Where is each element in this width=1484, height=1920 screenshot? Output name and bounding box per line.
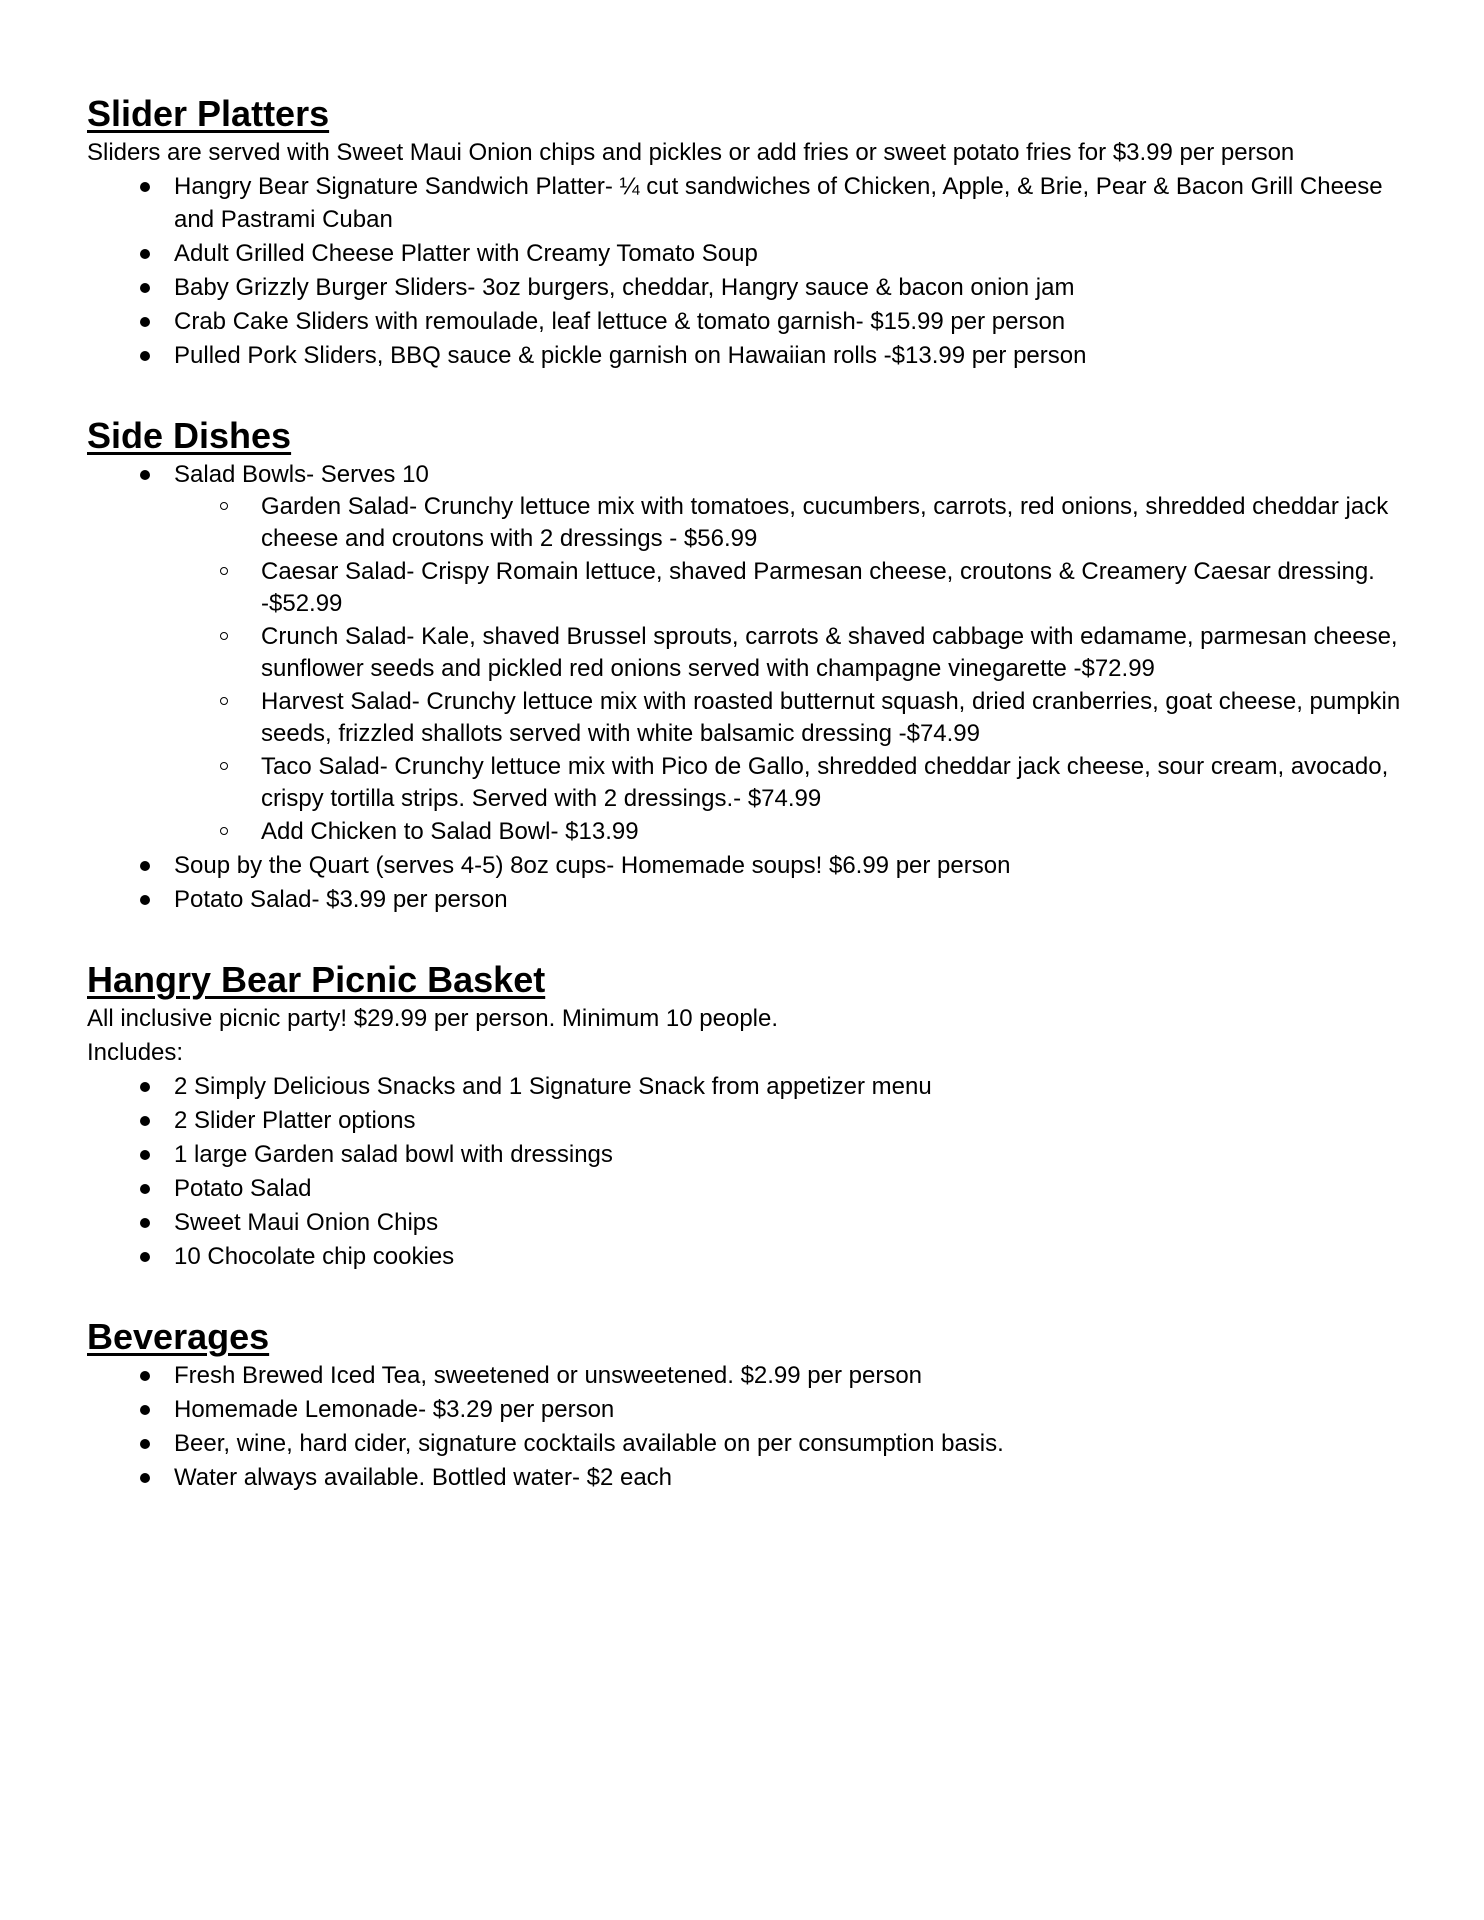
salad-sublist [87, 491, 1407, 848]
bullet-icon [140, 283, 150, 293]
section-title: Hangry Bear Picnic Basket [87, 959, 546, 1000]
item-text: Sweet Maui Onion Chips [174, 1209, 439, 1236]
circle-bullet-icon [220, 502, 228, 510]
list-item [87, 1240, 1407, 1273]
item-text: Homemade Lemonade- $3.29 per person [174, 1396, 615, 1423]
bullet-icon [140, 1371, 150, 1381]
menu-page [87, 92, 1407, 1536]
bullet-icon [140, 182, 150, 192]
bullet-icon [140, 1082, 150, 1092]
sub-list-item [87, 751, 1407, 815]
item-text: Pulled Pork Sliders, BBQ sauce & pickle garnish on Hawaiian rolls -$13.99 per person [174, 342, 1087, 369]
bullet-icon [140, 1405, 150, 1415]
bullet-icon [140, 1150, 150, 1160]
bullet-icon [140, 861, 150, 871]
bullet-icon [140, 895, 150, 905]
sub-list-item [87, 816, 1407, 848]
item-text: Beer, wine, hard cider, signature cocktails available on per consumption basis. [174, 1430, 1004, 1457]
list-item [87, 1172, 1407, 1205]
list-item [87, 1393, 1407, 1426]
item-text: Fresh Brewed Iced Tea, sweetened or unsweetened. $2.99 per person [174, 1362, 923, 1389]
sub-list-item [87, 556, 1407, 620]
circle-bullet-icon [220, 567, 228, 575]
item-text: Hangry Bear Signature Sandwich Platter- ¼ cut sandwiches of Chicken, Apple, & Brie, Pear & Bacon Grill Cheese and Pastrami Cuban [174, 173, 1383, 233]
list-item [87, 1359, 1407, 1392]
section-intro: All inclusive picnic party! $29.99 per person. Minimum 10 people. [87, 1005, 779, 1032]
bullet-icon [140, 470, 150, 480]
list-item [87, 170, 1407, 236]
item-text: Baby Grizzly Burger Sliders- 3oz burgers, cheddar, Hangry sauce & bacon onion jam [174, 274, 1075, 301]
salad-sublist-wrapper [87, 491, 1407, 848]
list-item [87, 1427, 1407, 1460]
list-item [87, 458, 1407, 848]
item-text: 2 Simply Delicious Snacks and 1 Signature Snack from appetizer menu [174, 1073, 932, 1100]
bullet-icon [140, 317, 150, 327]
list-item [87, 883, 1407, 916]
list-item [87, 1461, 1407, 1494]
section-slider-platters [87, 92, 1407, 372]
item-text: Harvest Salad- Crunchy lettuce mix with roasted butternut squash, dried cranberries, goat cheese, pumpkin seeds, frizzled shallots served with white balsamic dressing -$74.99 [261, 688, 1401, 747]
list-item [87, 237, 1407, 270]
bullet-icon [140, 1116, 150, 1126]
list-item [87, 1138, 1407, 1171]
item-text: Water always available. Bottled water- $2 each [174, 1464, 673, 1491]
item-text: Garden Salad- Crunchy lettuce mix with tomatoes, cucumbers, carrots, red onions, shredded cheddar jack cheese and croutons with 2 dressings - $56.99 [261, 493, 1389, 552]
sub-list-item [87, 621, 1407, 685]
bullet-icon [140, 1252, 150, 1262]
includes-label: Includes: [87, 1039, 184, 1066]
item-text: Salad Bowls- Serves 10 [174, 461, 429, 488]
bullet-icon [140, 1218, 150, 1228]
item-text: 1 large Garden salad bowl with dressings [174, 1141, 613, 1168]
list-item [87, 1206, 1407, 1239]
item-text: Adult Grilled Cheese Platter with Creamy Tomato Soup [174, 240, 758, 267]
item-text: Soup by the Quart (serves 4-5) 8oz cups- Homemade soups! $6.99 per person [174, 852, 1011, 879]
item-text: Caesar Salad- Crispy Romain lettuce, shaved Parmesan cheese, croutons & Creamery Caesar dressing. -$52.99 [261, 558, 1375, 617]
circle-bullet-icon [220, 827, 228, 835]
item-text: Taco Salad- Crunchy lettuce mix with Pico de Gallo, shredded cheddar jack cheese, sour cream, avocado, crispy tortilla strips. Served with 2 dressings.- $74.99 [261, 753, 1389, 812]
bullet-icon [140, 1473, 150, 1483]
section-beverages [87, 1315, 1407, 1494]
bullet-icon [140, 249, 150, 259]
section-picnic-basket [87, 958, 1407, 1273]
list-item [87, 1104, 1407, 1137]
picnic-list [87, 1070, 1407, 1273]
item-text: Crab Cake Sliders with remoulade, leaf lettuce & tomato garnish- $15.99 per person [174, 308, 1066, 335]
bullet-icon [140, 1184, 150, 1194]
beverage-list [87, 1359, 1407, 1494]
bullet-icon [140, 1439, 150, 1449]
section-title: Slider Platters [87, 93, 330, 134]
slider-list [87, 170, 1407, 372]
list-item [87, 305, 1407, 338]
section-intro: Sliders are served with Sweet Maui Onion chips and pickles or add fries or sweet potato fries for $3.99 per person [87, 139, 1295, 166]
item-text: Add Chicken to Salad Bowl- $13.99 [261, 818, 639, 845]
list-item [87, 849, 1407, 882]
section-title: Beverages [87, 1316, 270, 1357]
circle-bullet-icon [220, 632, 228, 640]
circle-bullet-icon [220, 762, 228, 770]
bullet-icon [140, 351, 150, 361]
list-item [87, 271, 1407, 304]
list-item [87, 1070, 1407, 1103]
item-text: Crunch Salad- Kale, shaved Brussel sprouts, carrots & shaved cabbage with edamame, parmesan cheese, sunflower seeds and pickled red onions served with champagne vinegarette -$72.99 [261, 623, 1398, 682]
item-text: Potato Salad [174, 1175, 312, 1202]
section-side-dishes [87, 414, 1407, 916]
sub-list-item [87, 491, 1407, 555]
side-dish-list [87, 458, 1407, 916]
item-text: 10 Chocolate chip cookies [174, 1243, 455, 1270]
circle-bullet-icon [220, 697, 228, 705]
sub-list-item [87, 686, 1407, 750]
item-text: 2 Slider Platter options [174, 1107, 416, 1134]
list-item [87, 339, 1407, 372]
section-title: Side Dishes [87, 415, 292, 456]
item-text: Potato Salad- $3.99 per person [174, 886, 508, 913]
